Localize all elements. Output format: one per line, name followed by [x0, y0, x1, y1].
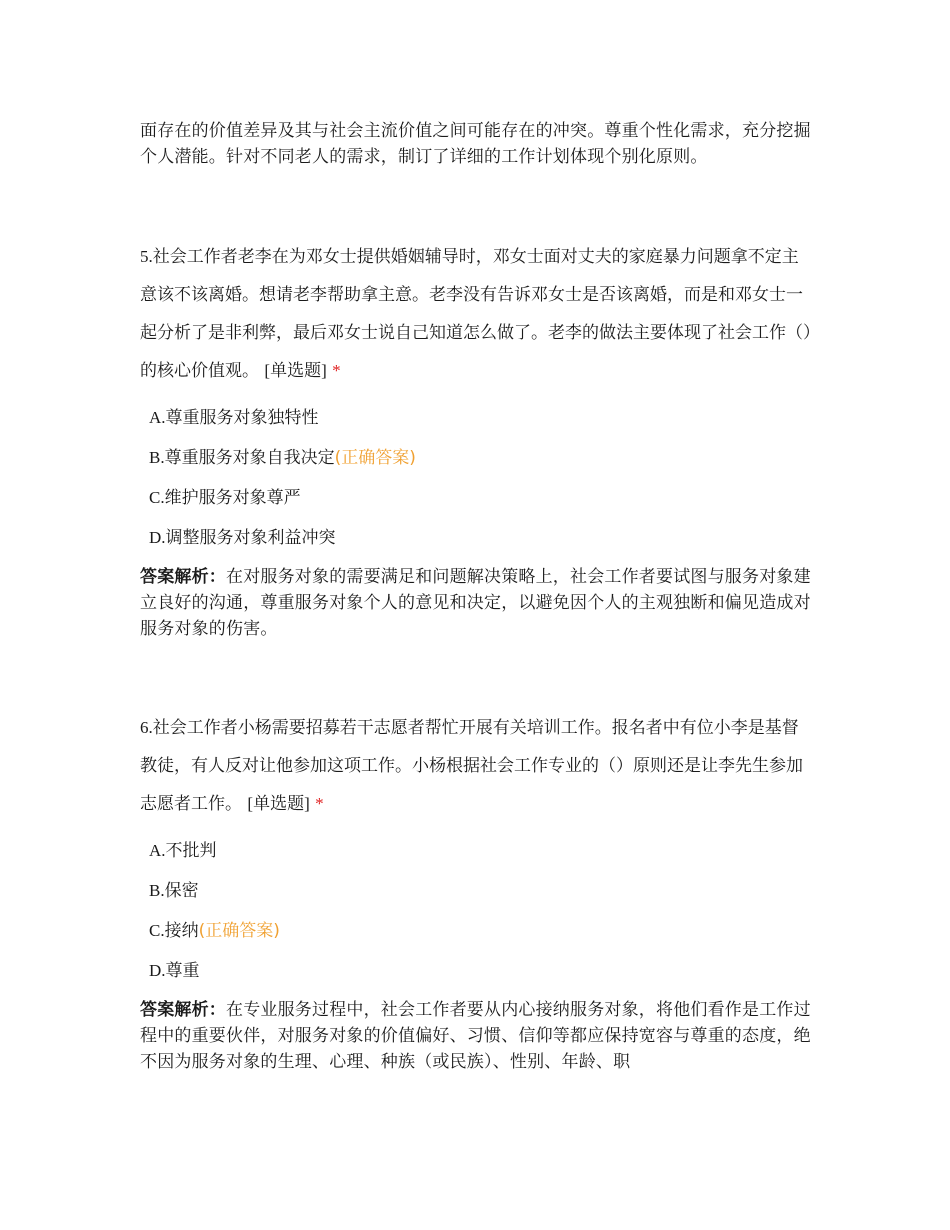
analysis-text: 在专业服务过程中，社会工作者要从内心接纳服务对象，将他们看作是工作过程中的重要伙伴，对服务对象的价值偏好、习惯、信仰等都应保持宽容与尊重的态度，绝不因为服务对象的生理、心理、种族（或民族）、性别、年龄、职	[140, 1000, 811, 1072]
option-d: D.尊重	[149, 961, 200, 981]
required-marker: *	[332, 361, 341, 380]
correct-answer-tag: (正确答案)	[198, 921, 280, 941]
option-c: C.维护服务对象尊严	[149, 488, 301, 508]
question-text: 社会工作者老李在为邓女士提供婚姻辅导时，邓女士面对丈夫的家庭暴力问题拿不定主意该不该离婚。想请老李帮助拿主意。老李没有告诉邓女士是否该离婚，而是和邓女士一起分析了是非利弊，最后邓女士说自己知道怎么做了。老李的做法主要体现了社会工作（）的核心价值观。	[140, 247, 812, 381]
correct-answer-tag: (正确答案)	[334, 448, 416, 468]
required-marker: *	[315, 794, 324, 813]
analysis-label: 答案解析：	[140, 1000, 226, 1020]
answer-analysis	[140, 564, 815, 642]
continued-analysis-paragraph: 面存在的价值差异及其与社会主流价值之间可能存在的冲突。尊重个性化需求，充分挖掘个人潜能。针对不同老人的需求，制订了详细的工作计划体现个别化原则。	[140, 121, 811, 167]
question-number: 5.	[140, 247, 153, 266]
question-5	[140, 238, 815, 642]
question-type: [单选题]	[247, 794, 310, 813]
option-b: B.尊重服务对象自我决定(正确答案)	[149, 448, 416, 468]
option-c: C.接纳(正确答案)	[149, 921, 280, 941]
question-type: [单选题]	[264, 361, 327, 380]
question-number: 6.	[140, 718, 153, 737]
analysis-label: 答案解析：	[140, 567, 226, 587]
question-6	[140, 709, 815, 1075]
answer-analysis	[140, 997, 815, 1075]
option-a: A.尊重服务对象独特性	[149, 408, 319, 428]
analysis-text: 在对服务对象的需要满足和问题解决策略上，社会工作者要试图与服务对象建立良好的沟通，尊重服务对象个人的意见和决定，以避免因个人的主观独断和偏见造成对服务对象的伤害。	[140, 567, 811, 639]
option-a: A.不批判	[149, 841, 217, 861]
option-d: D.调整服务对象利益冲突	[149, 528, 336, 548]
option-b: B.保密	[149, 881, 199, 901]
question-text: 社会工作者小杨需要招募若干志愿者帮忙开展有关培训工作。报名者中有位小李是基督教徒，有人反对让他参加这项工作。小杨根据社会工作专业的（）原则还是让李先生参加志愿者工作。	[140, 718, 803, 814]
question-stem	[140, 709, 815, 823]
question-stem	[140, 238, 815, 390]
